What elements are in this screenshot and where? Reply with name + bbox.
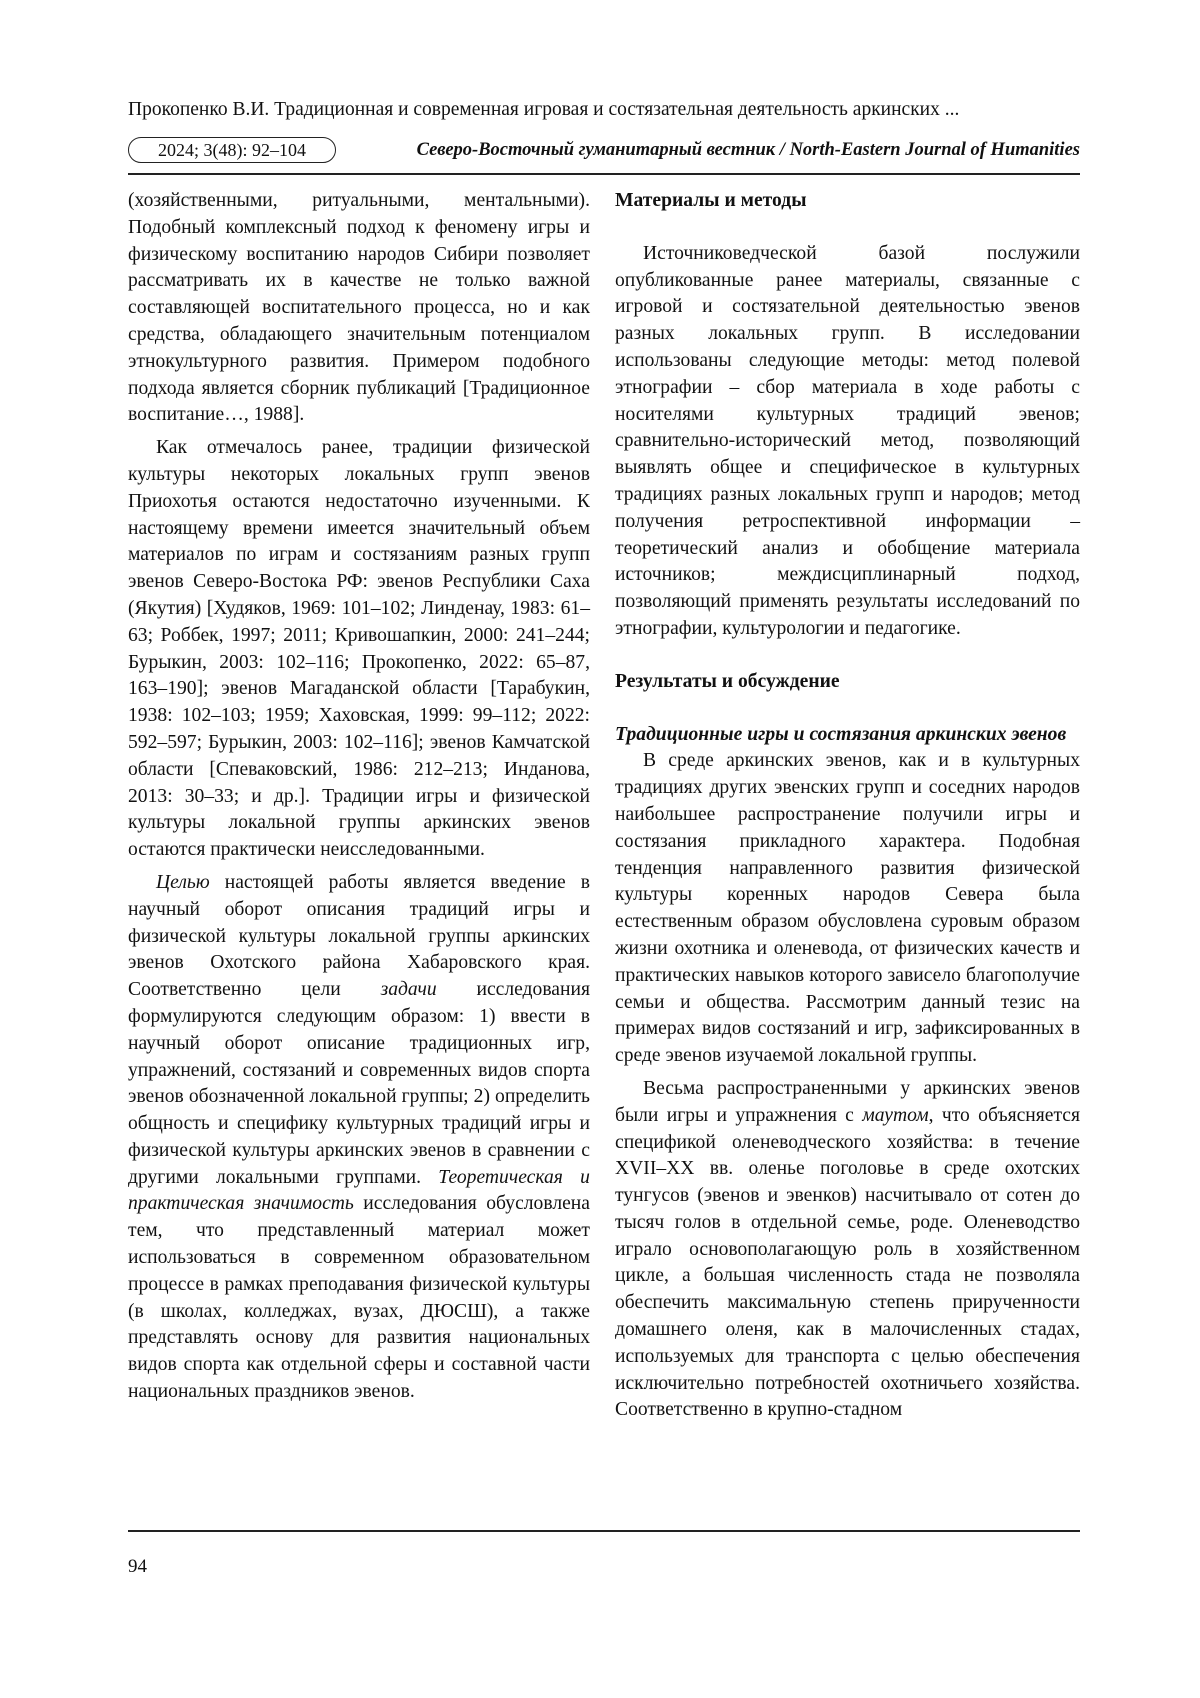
section-heading-results: Результаты и обсуждение: [615, 670, 840, 692]
paragraph-results-1: В среде аркинских эвенов, как и в культурных традициях других эвенских групп и соседних народов наибольшее распространение получили игры и состязания прикладного характера. Подобная тенденция направленного развития физической культуры коренных народов Севера была естественным образом обусловлена суровым образом жизни охотника и оленевода, от физических качеств и практических навыков которого зависело благополучие семьи и общества. Рассмотрим данный тезис на примерах видов состязаний и игр, зафиксированных в среде эвенов изучаемой локальной группы.: [615, 750, 1080, 1067]
term-goal: Целью: [156, 871, 210, 893]
paragraph-results-2: [615, 1076, 1080, 1424]
journal-name: Северо-Восточный гуманитарный вестник / North-Eastern Journal of Humanities: [416, 140, 1080, 160]
paragraph-intro-continued: (хозяйственными, ритуальными, ментальными). Подобный комплексный подход к феномену игры и физическому воспитанию народов Сибири позволяет рассматривать их в качестве не только важной составляющей воспитательного процесса, но и как средства, обладающего значительным потенциалом этнокультурного развития. Примером подобного подхода является сборник публикаций [Традиционное воспитание…, 1988].: [128, 190, 590, 426]
term-maut: маутом: [862, 1104, 929, 1126]
journal-line: [128, 137, 1080, 167]
paragraph-methods: Источниковедческой базой послужили опубликованные ранее материалы, связанные с игровой и состязательной деятельностью эвенов разных локальных групп. В исследовании использованы следующие методы: метод полевой этнографии – сбор материала в ходе работы с носителями культурных традиций эвенов; сравнительно-исторический метод, позволяющий выявлять общее и специфическое в культурных традициях разных локальных групп и народов; метод получения ретроспективной информации – теоретический анализ и обобщение материала источников; междисциплинарный подход, позволяющий применять результаты исследований по этнографии, культурологии и педагогике.: [615, 242, 1080, 639]
left-column: [128, 188, 590, 1406]
spacer: [615, 643, 1080, 669]
right-column: [615, 188, 1080, 1424]
results-text-1: Весьма распространенными у аркинских эвенов были игры и упражнения с: [615, 1077, 1080, 1126]
header-rule: [128, 173, 1080, 175]
term-tasks: задачи: [380, 979, 437, 1001]
paragraph-goals: [128, 870, 590, 1406]
goals-text-3: исследования обусловлена тем, что представленный материал может использоваться в современном образовательном процессе в рамках преподавания физической культуры (в школах, колледжах, вузах, ДЮСШ), а также представлять основу для развития национальных видов спорта как отдельной сферы и составной части национальных праздников эвенов.: [128, 1193, 590, 1403]
section-heading-methods: Материалы и методы: [615, 190, 807, 211]
goals-text-1: настоящей работы является введение в научный оборот описания традиций игры и физической культуры локальной группы аркинских эвенов Охотского района Хабаровского края. Соответственно цели: [128, 871, 590, 1001]
spacer: [615, 696, 1080, 722]
spacer: [615, 215, 1080, 241]
results-text-2: , что объясняется спецификой оленеводческого хозяйства: в течение XVII–XX вв. оленье поголовье в среде охотских тунгусов (эвенов и эвенков) насчитывало от сотен до тысяч голов в отдельной семье, роде. Оленеводство играло основополагающую роль в хозяйственном цикле, а большая численность стада не позволяла обеспечить максимальную степень прирученности домашнего оленя, как в малочисленных стадах, используемых для транспорта с целью обеспечения исключительно потребностей охотничьего хозяйства. Соответственно в крупно-стадном: [615, 1104, 1080, 1421]
goals-text-2: исследования формулируются следующим образом: 1) ввести в научный оборот описание традиционных игр, упражнений, состязаний и современных видов спорта эвенов обозначенной локальной группы; 2) определить общность и специфику культурных традиций игры и физической культуры аркинских эвенов в сравнении с другими локальными группами.: [128, 979, 590, 1188]
page-number: 94: [128, 1556, 147, 1577]
footer-rule: [128, 1530, 1080, 1532]
paragraph-literature-review: Как отмечалось ранее, традиции физической культуры некоторых локальных групп эвенов Приохотья остаются недостаточно изученными. К настоящему времени имеется значительный объем материалов по играм и состязаниям разных групп эвенов Северо-Востока РФ: эвенов Республики Саха (Якутия) [Худяков, 1969: 101–102; Линденау, 1983: 61–63; Роббек, 1997; 2011; Кривошапкин, 2000: 241–244; Бурыкин, 2003: 102–116; Прокопенко, 2022: 65–87, 163–190]; эвенов Магаданской области [Тарабукин, 1938: 102–103; 1959; Хаховская, 1999: 99–112; 2022: 592–597; Бурыкин, 2003: 102–116]; эвенов Камчатской области [Спеваковский, 1986: 212–213; Инданова, 2013: 30–33; и др.]. Традиции игры и физической культуры локальной группы аркинских эвенов остаются практически неисследованными.: [128, 437, 590, 861]
issue-badge: 2024; 3(48): 92–104: [128, 137, 336, 163]
running-title: Прокопенко В.И. Традиционная и современная игровая и состязательная деятельность аркинских ...: [128, 99, 960, 120]
subsection-heading-traditional-games: Традиционные игры и состязания аркинских эвенов: [615, 723, 1067, 745]
term-significance: Теоретическая и практическая значимость: [128, 1166, 590, 1215]
